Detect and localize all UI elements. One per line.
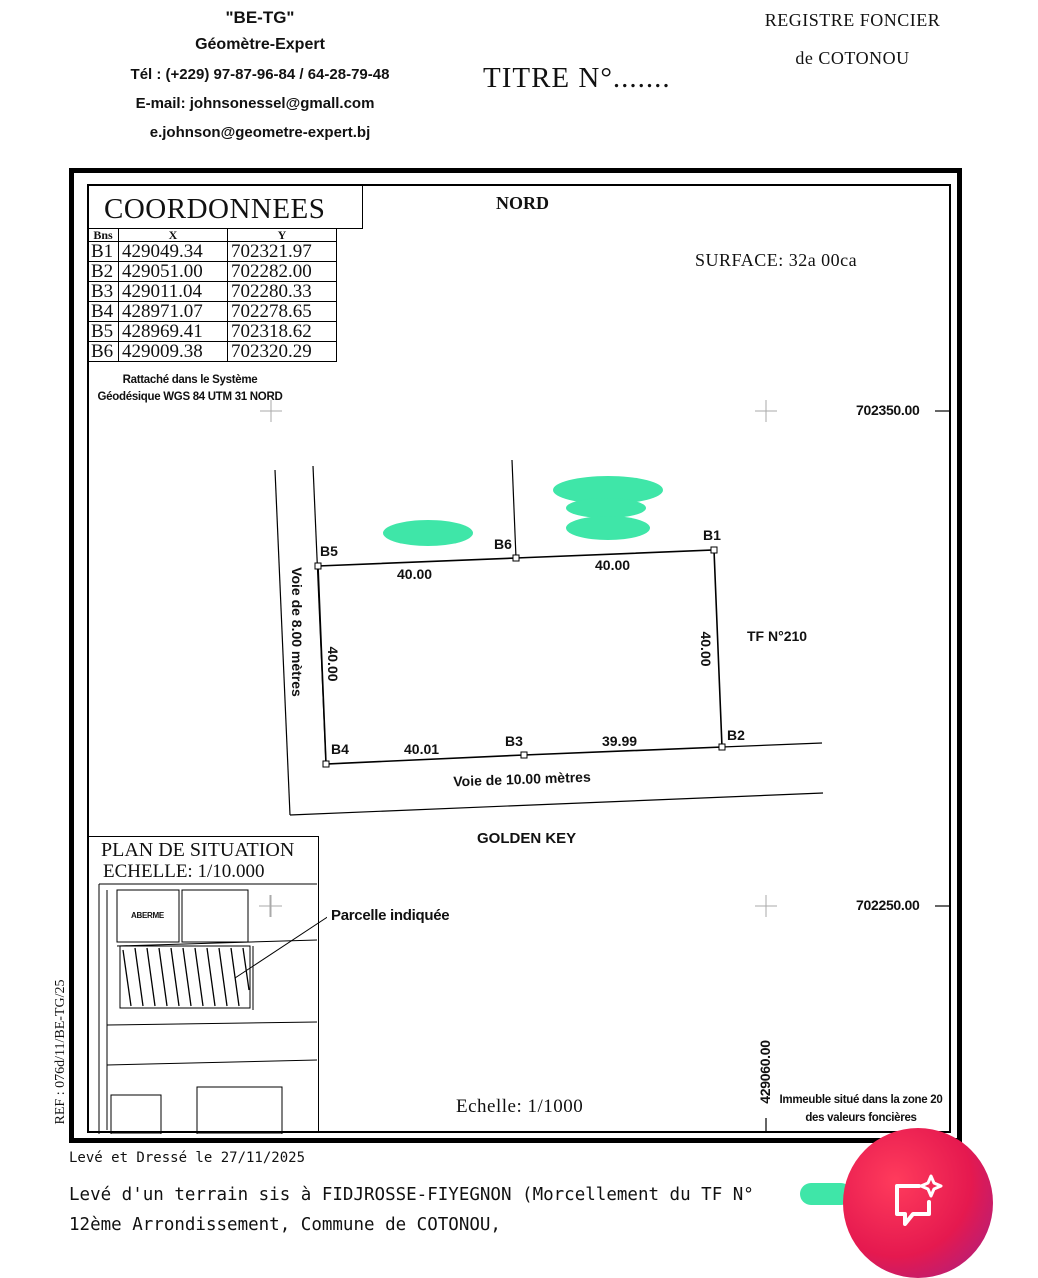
- survey-date: Levé et Dressé le 27/11/2025: [69, 1150, 306, 1166]
- coords-title: COORDONNEES: [104, 193, 326, 225]
- point-label-b5: B5: [320, 543, 338, 559]
- road-lines: [275, 460, 823, 815]
- cell-point: B1: [88, 242, 119, 262]
- surface-label: SURFACE: 32a 00ca: [695, 250, 858, 270]
- parcel-indicated-label: Parcelle indiquée: [331, 907, 450, 924]
- neighbor-label: TF N°210: [747, 628, 808, 644]
- grid-x-label: 429060.00: [757, 1040, 773, 1104]
- road-west-label: Voie de 8.00 mètres: [289, 567, 305, 697]
- map-scale: Echelle: 1/1000: [456, 1096, 584, 1117]
- parcel-boundary: [318, 550, 722, 764]
- cell-point: B5: [88, 322, 119, 342]
- col-header-bns: Bns: [88, 229, 119, 242]
- cell-x: 429009.38: [119, 342, 228, 362]
- marker-b5: [315, 563, 321, 569]
- registry-line-2: de COTONOU: [795, 48, 910, 68]
- cell-point: B2: [88, 262, 119, 282]
- cell-x: 428969.41: [119, 322, 228, 342]
- point-label-b3: B3: [505, 733, 523, 749]
- geodesic-note-1: Rattaché dans le Système: [122, 374, 258, 386]
- marker-b6: [513, 555, 519, 561]
- cell-point: B6: [88, 342, 119, 362]
- dim-b5-b6: 40.00: [397, 566, 433, 582]
- title-number: TITRE N°.......: [483, 62, 671, 94]
- zone-note-1: Immeuble situé dans la zone 20: [779, 1094, 943, 1106]
- geodesic-note-2: Géodésique WGS 84 UTM 31 NORD: [97, 391, 283, 403]
- cell-y: 702320.29: [228, 342, 337, 362]
- firm-role: Géomètre-Expert: [195, 36, 325, 53]
- cell-x: 429049.34: [119, 242, 228, 262]
- cell-x: 429051.00: [119, 262, 228, 282]
- col-header-y: Y: [228, 229, 337, 242]
- marker-b1: [711, 547, 717, 553]
- marker-b2: [719, 744, 725, 750]
- situation-place: ABERME: [131, 911, 164, 920]
- situation-map: [87, 860, 327, 1134]
- marker-b4: [323, 761, 329, 767]
- zone-note-2: des valeurs foncières: [805, 1112, 917, 1124]
- situation-scale: ECHELLE: 1/10.000: [103, 861, 265, 882]
- parcel-hatch: [123, 948, 249, 1006]
- cell-y: 702280.33: [228, 282, 337, 302]
- dim-b1-b2: 40.00: [698, 631, 714, 667]
- point-label-b6: B6: [494, 536, 512, 552]
- col-header-x: X: [119, 229, 228, 242]
- dim-b3-b2: 39.99: [602, 733, 638, 749]
- north-label: NORD: [496, 193, 549, 213]
- point-label-b4: B4: [331, 741, 349, 757]
- cell-y: 702318.62: [228, 322, 337, 342]
- cell-x: 428971.07: [119, 302, 228, 322]
- marker-b3: [521, 752, 527, 758]
- firm-email-2: e.johnson@geometre-expert.bj: [149, 124, 371, 141]
- cell-x: 429011.04: [119, 282, 228, 302]
- parcel-leader: [235, 916, 327, 978]
- dim-b4-b3: 40.01: [404, 741, 440, 757]
- registry-line-1: REGISTRE FONCIER: [764, 10, 941, 30]
- firm-phone: Tél : (+229) 97-87-96-84 / 64-28-79-48: [130, 66, 390, 83]
- cell-y: 702282.00: [228, 262, 337, 282]
- dim-b6-b1: 40.00: [595, 557, 631, 573]
- description-line-2: 12ème Arrondissement, Commune de COTONOU,: [69, 1215, 501, 1235]
- grid-y-top-label: 702350.00: [856, 402, 920, 418]
- sparkle-edit-icon: [885, 1172, 947, 1234]
- grid-y-bottom-label: 702250.00: [856, 897, 920, 913]
- redaction-marks: [383, 476, 663, 546]
- firm-name: "BE-TG": [225, 8, 295, 27]
- dim-b5-b4: 40.00: [325, 646, 341, 682]
- point-label-b2: B2: [727, 727, 745, 743]
- golden-key-label: GOLDEN KEY: [477, 830, 577, 847]
- situation-title: PLAN DE SITUATION: [101, 839, 295, 861]
- cell-y: 702321.97: [228, 242, 337, 262]
- cell-y: 702278.65: [228, 302, 337, 322]
- description-line-1: Levé d'un terrain sis à FIDJROSSE-FIYEGNON (Morcellement du TF N°: [69, 1185, 754, 1205]
- firm-email-1: E-mail: johnsonessel@gmall.com: [135, 95, 375, 112]
- cell-point: B4: [88, 302, 119, 322]
- road-south-label: Voie de 10.00 mètres: [453, 768, 591, 790]
- reference-number: REF : 076d/11/BE-TG/25: [53, 979, 68, 1125]
- point-label-b1: B1: [703, 527, 721, 543]
- cell-point: B3: [88, 282, 119, 302]
